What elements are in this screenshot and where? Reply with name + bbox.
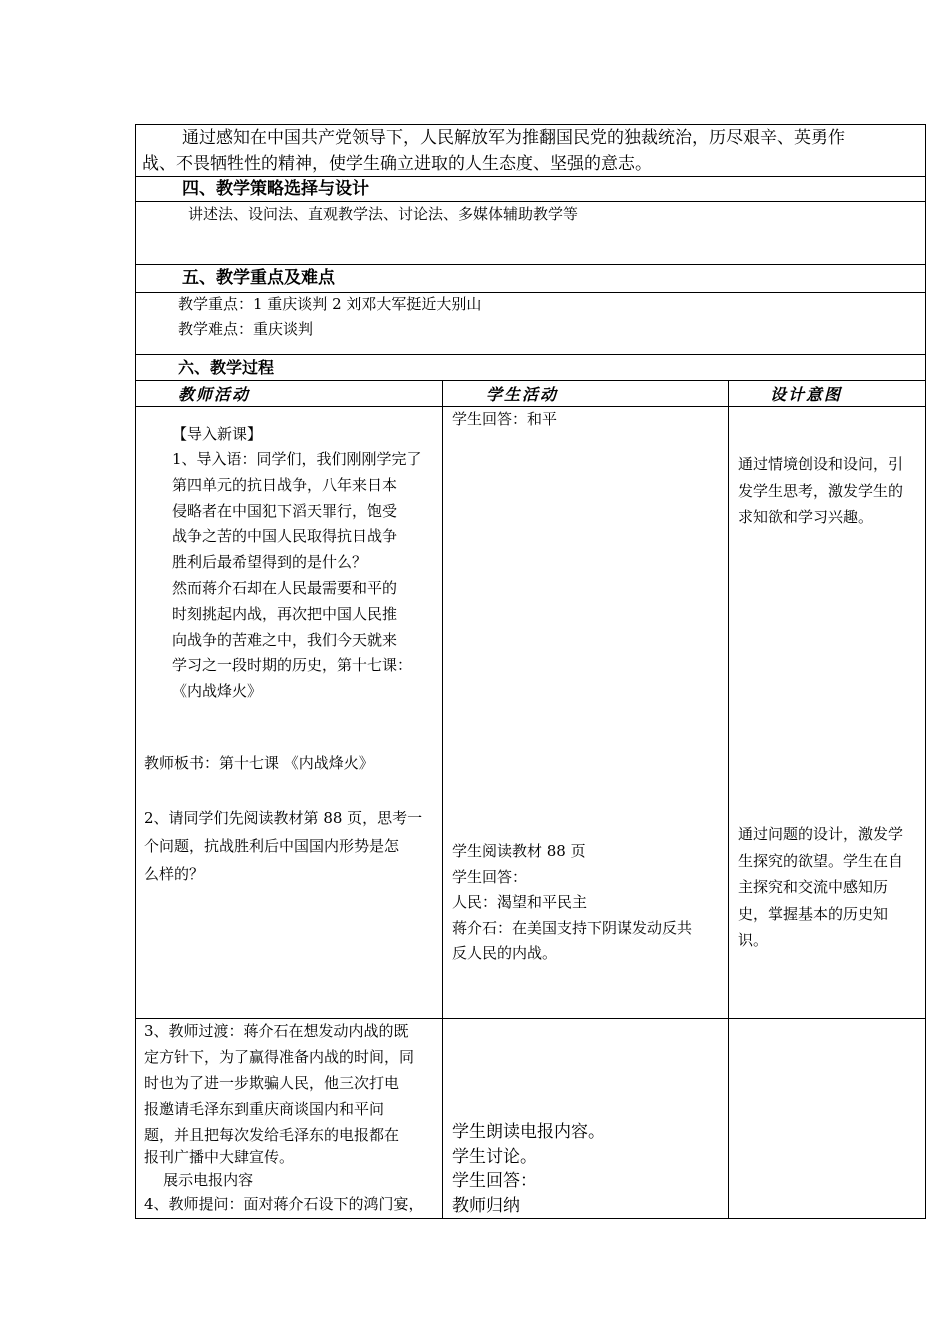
design-intent-line: 通过问题的设计，激发学 [738, 825, 904, 843]
header-teacher-activity: 教师活动 [178, 385, 251, 404]
transition-line: 定方针下，为了赢得准备内战的时间，同 [144, 1048, 415, 1066]
design-intent-line: 求知欲和学习兴趣。 [738, 508, 874, 526]
goal-line: 通过感知在中国共产党领导下，人民解放军为推翻国民党的独裁统治，历尽艰辛、英勇作 [182, 128, 845, 148]
column-divider [728, 380, 729, 1218]
question-line: 2、请同学们先阅读教材第 88 页，思考一 [144, 809, 423, 827]
design-intent-line: 识。 [738, 931, 769, 949]
board-writing: 教师板书：第十七课 《内战烽火》 [144, 754, 374, 772]
student-read-line: 学生阅读教材 88 页 [452, 842, 586, 860]
difficulty-text: 教学难点：重庆谈判 [178, 320, 314, 338]
student-read-line: 人民：渴望和平民主 [452, 893, 588, 911]
student-read-line: 反人民的内战。 [452, 944, 558, 962]
transition-line: 展示电报内容 [144, 1171, 254, 1189]
transition-line: 题，并且把每次发给毛泽东的电报都在 [144, 1126, 400, 1144]
intro-line: 向战争的苦难之中，我们今天就来 [172, 630, 398, 649]
section-heading-strategy: 四、教学策略选择与设计 [182, 179, 369, 199]
key-point-text: 教学重点：1 重庆谈判 2 刘邓大军挺近大别山 [178, 295, 482, 313]
transition-line: 报刊广播中大肆宣传。 [144, 1148, 295, 1166]
intro-line: 第四单元的抗日战争，八年来日本 [172, 475, 398, 494]
section-heading-keypoints: 五、教学重点及难点 [182, 268, 335, 288]
intro-line: 学习之一段时期的历史，第十七课： [172, 656, 413, 675]
student-answer: 学生回答：和平 [452, 410, 558, 428]
intro-line: 《内战烽火》 [172, 682, 263, 701]
intro-line: 时刻挑起内战，再次把中国人民推 [172, 604, 398, 623]
student-activity-line: 教师归纳 [452, 1195, 520, 1216]
design-intent-line: 生探究的欲望。学生在自 [738, 851, 904, 870]
intro-line: 然而蒋介石却在人民最需要和平的 [172, 579, 398, 597]
question-line: 个问题，抗战胜利后中国国内形势是怎 [144, 837, 400, 855]
student-activity-line: 学生讨论。 [452, 1146, 537, 1167]
header-design-intent: 设计意图 [770, 385, 843, 404]
design-intent-line: 主探究和交流中感知历 [738, 878, 889, 896]
intro-line: 战争之苦的中国人民取得抗日战争 [172, 527, 398, 546]
transition-line: 时也为了进一步欺骗人民，他三次打电 [144, 1074, 400, 1092]
transition-line: 报邀请毛泽东到重庆商谈国内和平问 [144, 1100, 385, 1118]
lesson-plan-table [135, 124, 926, 1219]
transition-line: 3、教师过渡：蒋介石在想发动内战的既 [144, 1022, 409, 1040]
student-activity-line: 学生朗读电报内容。 [452, 1122, 605, 1142]
transition-line: 4、教师提问：面对蒋介石设下的鸿门宴， [144, 1195, 424, 1213]
question-line: 么样的？ [144, 865, 205, 883]
design-intent-line: 发学生思考，激发学生的 [738, 481, 904, 500]
student-read-line: 蒋介石：在美国支持下阴谋发动反共 [452, 918, 693, 937]
table-rule [136, 264, 925, 265]
intro-line: 1、导入语：同学们，我们刚刚学完了 [172, 450, 422, 468]
goal-line: 战、不畏牺牲性的精神，使学生确立进取的人生态度、坚强的意志。 [142, 154, 652, 174]
section-heading-process: 六、教学过程 [178, 358, 275, 377]
strategy-content: 讲述法、设问法、直观教学法、讨论法、多媒体辅助教学等 [188, 205, 579, 223]
intro-heading: 【导入新课】 [172, 425, 263, 443]
table-rule [136, 380, 925, 381]
header-student-activity: 学生活动 [486, 385, 559, 404]
column-divider [442, 380, 443, 1218]
intro-line: 侵略者在中国犯下滔天罪行，饱受 [172, 501, 398, 520]
design-intent-line: 史，掌握基本的历史知 [738, 904, 889, 923]
intro-line: 胜利后最希望得到的是什么？ [172, 553, 368, 572]
design-intent-line: 通过情境创设和设问，引 [738, 455, 904, 473]
student-activity-line: 学生回答： [452, 1171, 537, 1191]
table-rule [136, 354, 925, 355]
student-read-line: 学生回答： [452, 867, 528, 886]
